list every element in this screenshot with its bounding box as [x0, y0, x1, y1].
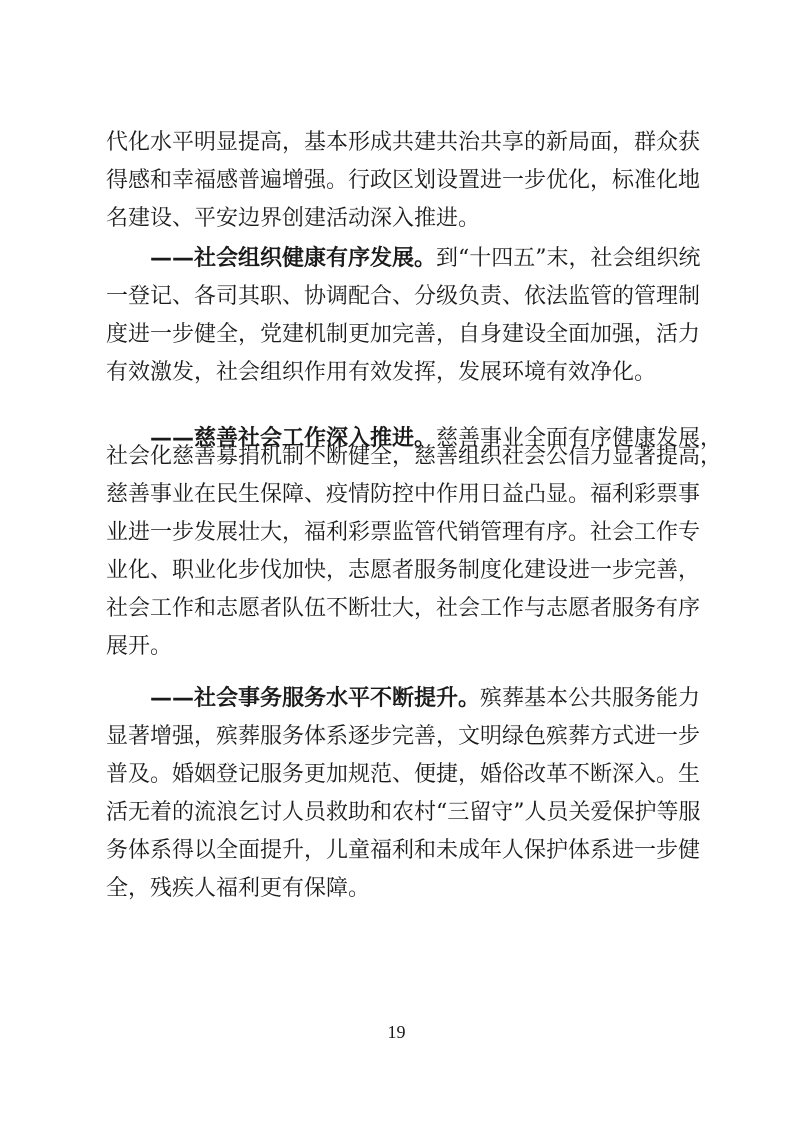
text-line: 普及。婚姻登记服务更加规范、便捷，婚俗改革不断深入。生: [106, 762, 701, 787]
text-line: 慈善事业在民生保障、疫情防控中作用日益凸显。福利彩票事: [106, 482, 701, 507]
text-line: 度进一步健全，党建机制更加完善，自身建设全面加强，活力: [106, 322, 701, 347]
text-line: 业化、职业化步伐加快，志愿者服务制度化建设进一步完善，: [106, 558, 701, 583]
text-run: 殡葬基本公共服务能力: [480, 686, 701, 711]
text-line: [150, 682, 700, 716]
text-line: 业进一步发展壮大，福利彩票监管代销管理有序。社会工作专: [106, 520, 701, 545]
text-run: 慈善事业全面有序健康发展，: [436, 426, 723, 451]
text-line: 展开。: [106, 634, 173, 659]
paragraph-heading: ——社会组织健康有序发展。: [150, 246, 437, 271]
text-line: 有效激发，社会组织作用有效发挥，发展环境有效净化。: [106, 360, 657, 385]
paragraph-heading: ——慈善社会工作深入推进。: [150, 426, 437, 451]
text-line: 社会工作和志愿者队伍不断壮大，社会工作与志愿者服务有序: [106, 596, 701, 621]
text-line: 显著增强，殡葬服务体系逐步完善，文明绿色殡葬方式进一步: [106, 724, 701, 749]
text-line: 代化水平明显提高，基本形成共建共治共享的新局面，群众获: [106, 130, 701, 155]
text-line: 得感和幸福感普遍增强。行政区划设置进一步优化，标准化地: [106, 168, 701, 193]
text-line: 务体系得以全面提升，儿童福利和未成年人保护体系进一步健: [106, 838, 701, 863]
text-run: 到“十四五”末，社会组织统: [436, 246, 701, 271]
page-number: 19: [387, 1022, 406, 1042]
text-line: 社会化慈善募捐机制不断健全，慈善组织社会公信力显著提高，: [106, 444, 723, 469]
text-line: 活无着的流浪乞讨人员救助和农村“三留守”人员关爱保护等服: [106, 800, 701, 825]
text-line: 一登记、各司其职、协调配合、分级负责、依法监管的管理制: [106, 284, 701, 309]
text-line: [150, 242, 701, 276]
text-line: 名建设、平安边界创建活动深入推进。: [106, 206, 481, 231]
paragraph-heading: ——社会事务服务水平不断提升。: [150, 686, 481, 711]
text-line: 全，残疾人福利更有保障。: [106, 876, 371, 901]
